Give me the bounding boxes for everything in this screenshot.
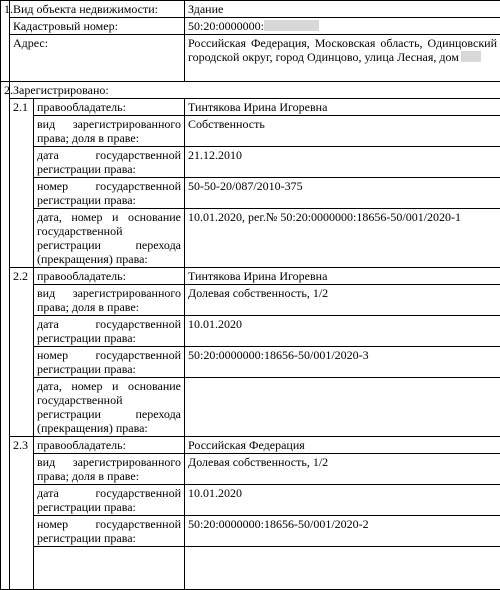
address-label: Адрес: — [10, 35, 185, 82]
right-type-label: вид зарегистрированного права; доля в праве: — [34, 116, 185, 147]
right-type-label: вид зарегистрированного права; доля в праве: — [34, 454, 185, 485]
reg-date-value: 10.01.2020 — [185, 485, 500, 516]
address-row — [1, 35, 500, 82]
record-owner-row — [1, 437, 500, 454]
redacted-block — [264, 20, 319, 31]
reg-number-label: номер государственной регистрации права: — [34, 347, 185, 378]
address-cell — [185, 35, 500, 82]
registered-row — [1, 82, 500, 99]
section-2-number: 2. — [1, 82, 10, 590]
owner-value: Тинтякова Ирина Игоревна — [185, 99, 500, 116]
reg-date-label: дата государственной регистрации права: — [34, 147, 185, 178]
termination-label: дата, номер и основание государственной регистрации перехода (прекращения) права: — [34, 209, 185, 268]
reg-date-label: дата государственной регистрации права: — [34, 316, 185, 347]
reg-number-row — [1, 516, 500, 547]
termination-value: 10.01.2020, рег.№ 50:20:0000000:18656-50/001/2020-1 — [185, 209, 500, 268]
right-type-value: Долевая собственность, 1/2 — [185, 454, 500, 485]
owner-label: правообладатель: — [34, 437, 185, 454]
termination-value — [185, 378, 500, 437]
termination-row — [1, 209, 500, 268]
reg-number-value: 50-50-20/087/2010-375 — [185, 178, 500, 209]
termination-label: дата, номер и основание государственной регистрации перехода (прекращения) права: — [34, 378, 185, 437]
right-type-row — [1, 285, 500, 316]
record-number: 2.3 — [10, 437, 34, 590]
section-1-number: 1. — [1, 1, 10, 82]
reg-date-row — [1, 485, 500, 516]
termination-row — [1, 378, 500, 437]
record-owner-row — [1, 268, 500, 285]
right-type-label: вид зарегистрированного права; доля в праве: — [34, 285, 185, 316]
object-type-value: Здание — [185, 1, 500, 18]
reg-date-label: дата государственной регистрации права: — [34, 485, 185, 516]
owner-value: Российская Федерация — [185, 437, 500, 454]
right-type-row — [1, 116, 500, 147]
right-type-value: Собственность — [185, 116, 500, 147]
registered-label: Зарегистрировано: — [10, 82, 500, 99]
record-owner-row — [1, 99, 500, 116]
reg-number-row — [1, 347, 500, 378]
reg-number-value: 50:20:0000000:18656-50/001/2020-3 — [185, 347, 500, 378]
record-number: 2.1 — [10, 99, 34, 268]
owner-label: правообладатель: — [34, 268, 185, 285]
cadastral-label: Кадастровый номер: — [10, 18, 185, 35]
owner-value: Тинтякова Ирина Игоревна — [185, 268, 500, 285]
cadastral-value: 50:20:0000000: — [188, 19, 264, 33]
owner-label: правообладатель: — [34, 99, 185, 116]
reg-number-value: 50:20:0000000:18656-50/001/2020-2 — [185, 516, 500, 547]
reg-date-row — [1, 316, 500, 347]
address-value: Российская Федерация, Московская область, Одинцовский городской округ, город Одинцово, улица Лесная, дом — [188, 36, 497, 64]
right-type-row — [1, 454, 500, 485]
filler-row — [1, 547, 500, 590]
cadastral-row — [1, 18, 500, 35]
reg-number-label: номер государственной регистрации права: — [34, 516, 185, 547]
reg-date-value: 21.12.2010 — [185, 147, 500, 178]
redacted-block — [461, 51, 481, 62]
reg-date-row — [1, 147, 500, 178]
object-type-label: Вид объекта недвижимости: — [10, 1, 185, 18]
cadastral-cell — [185, 18, 500, 35]
reg-number-label: номер государственной регистрации права: — [34, 178, 185, 209]
right-type-value: Долевая собственность, 1/2 — [185, 285, 500, 316]
reg-date-value: 10.01.2020 — [185, 316, 500, 347]
record-number: 2.2 — [10, 268, 34, 437]
reg-number-row — [1, 178, 500, 209]
object-type-row — [1, 1, 500, 18]
